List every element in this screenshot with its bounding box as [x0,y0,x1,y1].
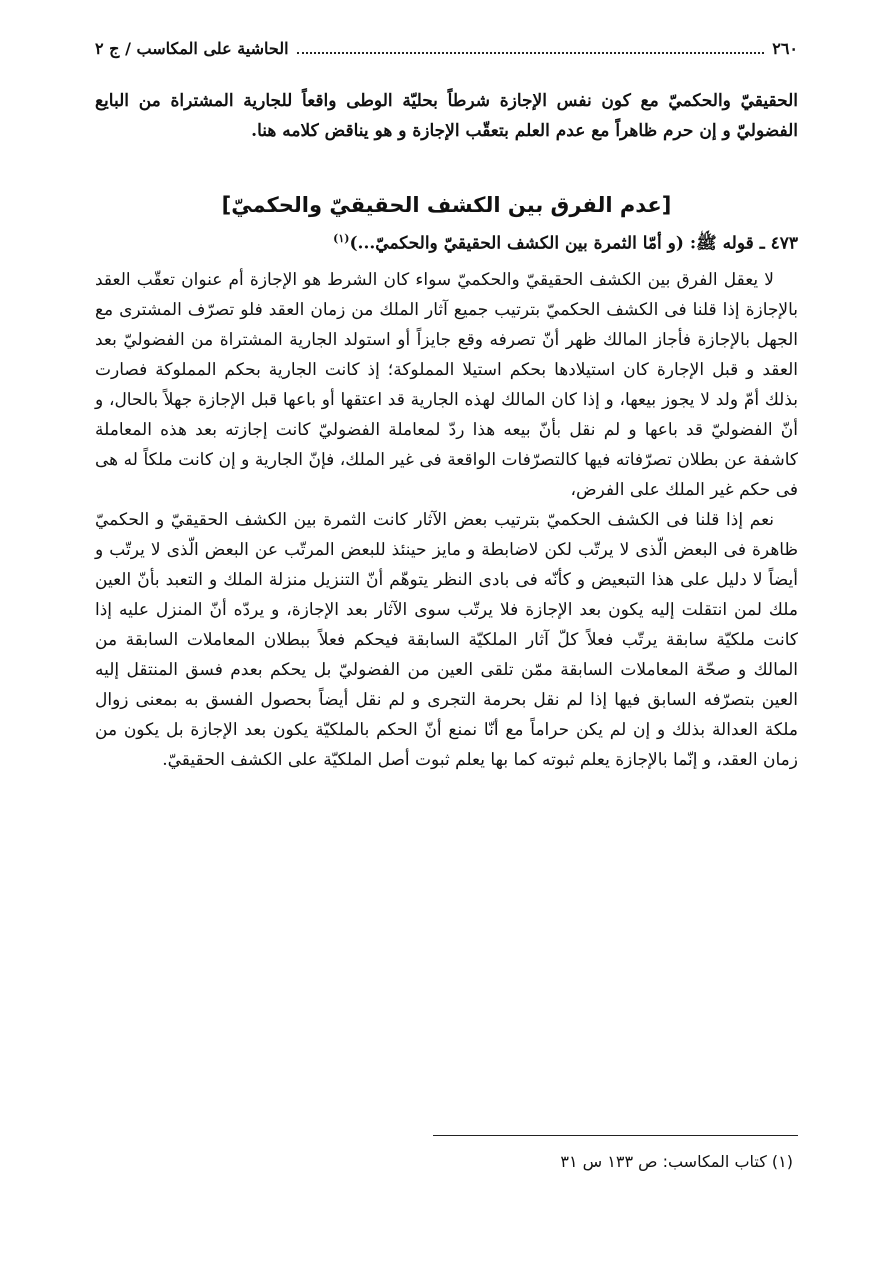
dotted-leader [297,42,765,54]
paragraph-2: نعم إذا قلنا فى الكشف الحكميّ بترتيب بعض الآثار كانت الثمرة بين الكشف الحقيقيّ و الحكميّ ظاهرة فى البعض الّذى لا يرتّب لكن لاضابطة و مايز حينئذ للبعض المرتّب عن البعض الّذى لا يرتّب و أيضاً لا دليل على هذا التبعيض و كأنّه فى بادى النظر يتوهّم أنّ التنزيل منزلة الملك و التعبد بأنّ العين ملك لمن انتقلت إليه يكون بعد الإجازة فلا يرتّب سوى الآثار بعد الإجازة، و يردّه أنّ المنزل عليه إذا كانت ملكيّة سابقة يرتّب فعلاً كلّ آثار الملكيّة السابقة فيحكم فعلاً ببطلان المعاملات السابقة من المالك و صحّة المعاملات السابقة ممّن تلقى العين من الفضوليّ بل يحكم بعدم فسق المنتقل إليه العين بتصرّفه السابق فيها إذا لم نقل بحرمة التجرى و لم نقل أيضاً بحصول الفسق به بمعنى زوال ملكة العدالة بذلك و إن لم يكن حراماً مع أنّا نمنع أنّ الحكم بالملكيّة يكون بعد الإجازة بل يكون من زمان العقد، و إنّما بالإجازة يعلم ثبوته كما بها يعلم ثبوت أصل الملكيّة على الكشف الحقيقيّ. [95,509,798,770]
quote-text: ٤٧٣ ـ قوله ﷺ: (و أمّا الثمرة بين الكشف الحقيقيّ والحكميّ...) [349,233,798,254]
section-heading: [عدم الفرق بين الكشف الحقيقيّ والحكميّ] [221,193,672,217]
quote-line [95,224,798,259]
book-title: الحاشية على المكاسب / ج ٢ [95,38,289,58]
footnote: (١) كتاب المكاسب: ص ١٣٣ س ٣١ [560,1152,793,1171]
footnote-marker: (١) [333,232,350,245]
page-number: ٢٦٠ [772,38,798,58]
paragraph-1: لا يعقل الفرق بين الكشف الحقيقيّ والحكميّ سواء كان الشرط هو الإجازة أم عنوان تعقّب العقد بالإجازة إذا قلنا فى الكشف الحكميّ بترتيب جميع آثار الملك من زمان العقد فلو تصرّف المشترى مع الجهل بالإجازة فأجاز المالك ظهر أنّ تصرفه وقع جايزاً أو استولد الجارية المشتراة من الفضوليّ بعد العقد و قبل الإجارة كان استيلادها بحكم استيلا المملوكة؛ إذ كانت الجارية بحكم المملوكة فصارت بذلك أمّ ولد لا يجوز بيعها، و إذا كان المالك لهذه الجارية قد اعتقها أو باعها قبل الإجازة جهلاً بالحال، و أنّ الفضوليّ قد باعها و لم نقل بأنّ بيعه هذا ردّ لمعاملة الفضوليّ كانت إجازته بعد هذه المعاملة كاشفة عن بطلان تصرّفاته فيها كالتصرّفات الواقعة فى غير الملك، فإنّ الجارية و إن كانت ملكاً له هى فى حكم غير الملك على الفرض، [95,269,798,500]
main-text [95,86,798,775]
intro-paragraph: الحقيقيّ والحكميّ مع كون نفس الإجازة شرطاً بحليّة الوطى واقعاً للجارية المشتراة من البايع الفضوليّ و إن حرم ظاهراً مع عدم العلم بتعقّب الإجازة و هو يناقض كلامه هنا. [95,91,798,141]
footnote-divider [433,1135,798,1136]
running-header [95,34,798,62]
